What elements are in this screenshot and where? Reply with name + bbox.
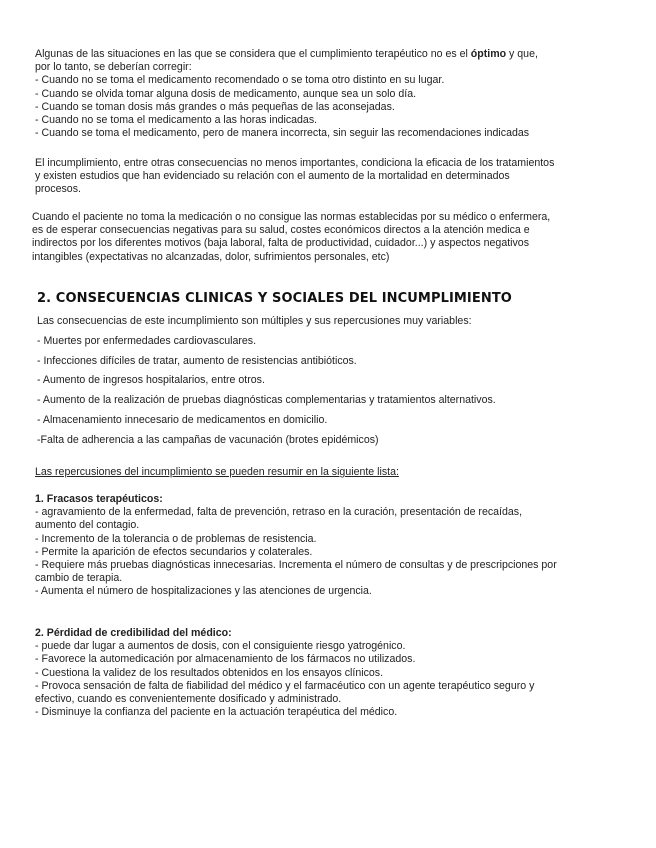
subsection-title	[35, 493, 625, 506]
paragraph-line: Cuando el paciente no toma la medicación o no consigue las normas establecidas por su médico o enfermera,	[32, 211, 551, 223]
list-item: - Aumento de ingresos hospitalarios, entre otros.	[37, 374, 265, 387]
intro-line: por lo tanto, se deberían corregir:	[35, 61, 192, 74]
intro-paragraph	[35, 48, 625, 140]
list-item: - puede dar lugar a aumentos de dosis, con el consiguiente riesgo yatrogénico.	[35, 640, 406, 653]
list-item: - Cuestiona la validez de los resultados obtenidos en los ensayos clínicos.	[35, 666, 384, 679]
list-item: - Muertes por enfermedades cardiovasculares.	[37, 334, 257, 347]
list-item: - Aumento de la realización de pruebas diagnósticas complementarias y tratamientos alternativos.	[37, 394, 496, 407]
list-item: - Cuando no se toma el medicamento a las horas indicadas.	[35, 114, 318, 127]
list-item: - Infecciones difíciles de tratar, aumento de resistencias antibióticos.	[37, 354, 357, 367]
list-item: - agravamiento de la enfermedad, falta de prevención, retraso en la curación, presentación de recaídas,	[35, 506, 523, 519]
list-item: - Cuando se olvida tomar alguna dosis de medicamento, aunque sea un solo día.	[35, 87, 417, 100]
paragraph-line: procesos.	[35, 183, 81, 196]
intro-text: y que,	[506, 48, 538, 60]
list-item: - Almacenamiento innecesario de medicamentos en domicilio.	[37, 413, 328, 426]
list-item: - Cuando se toman dosis más grandes o más pequeñas de las aconsejadas.	[35, 100, 395, 113]
list-item: - Favorece la automedicación por almacenamiento de los fármacos no utilizados.	[35, 653, 416, 666]
resumen-heading: Las repercusiones del incumplimiento se pueden resumir en la siguiente lista:	[35, 466, 399, 478]
list-item: cambio de terapia.	[35, 572, 123, 585]
consecuencias-list	[37, 312, 627, 451]
list-item: - Aumenta el número de hospitalizaciones y las atenciones de urgencia.	[35, 585, 372, 598]
paragraph-line: y existen estudios que han evidenciado su relación con el aumento de la mortalidad en determinados	[35, 170, 510, 183]
list-intro: Las consecuencias de este incumplimiento son múltiples y sus repercusiones muy variables:	[37, 315, 472, 327]
section-heading: 2. CONSECUENCIAS CLINICAS Y SOCIALES DEL INCUMPLIMIENTO	[37, 291, 512, 306]
subsection-title-text: 1. Fracasos terapéuticos:	[35, 493, 163, 505]
list-item: - Cuando se toma el medicamento, pero de manera incorrecta, sin seguir las recomendaciones indicadas	[35, 127, 530, 140]
list-item: - Permite la aparición de efectos secundarios y colaterales.	[35, 545, 313, 558]
paragraph-line: intangibles (expectativas no alcanzadas, dolor, sufrimientos personales, etc)	[32, 250, 390, 263]
paciente-paragraph	[32, 211, 627, 264]
paragraph-line: es de esperar consecuencias negativas para su salud, costes económicos directos a la atención medica e	[32, 224, 530, 237]
list-item: - Incremento de la tolerancia o de problemas de resistencia.	[35, 532, 317, 545]
intro-bold-word: óptimo	[470, 48, 507, 60]
subsection-title-text: 2. Pérdidad de credibilidad del médico:	[35, 627, 232, 639]
intro-text: Algunas de las situaciones en las que se considera que el cumplimiento terapéutico no es el	[35, 48, 471, 60]
list-item: -Falta de adherencia a las campañas de vacunación (brotes epidémicos)	[37, 433, 379, 446]
list-item: aumento del contagio.	[35, 519, 140, 532]
fracasos-section	[35, 493, 625, 599]
list-item: - Requiere más pruebas diagnósticas innecesarias. Incrementa el número de consultas y de prescripciones por	[35, 559, 557, 572]
intro-line	[35, 48, 625, 61]
paragraph-line: El incumplimiento, entre otras consecuencias no menos importantes, condiciona la eficacia de los tratamientos	[35, 157, 555, 169]
incumplimiento-paragraph	[35, 157, 625, 197]
list-item: - Provoca sensación de falta de fiabilidad del médico y el farmacéutico con un agente terapéutico seguro y	[35, 679, 535, 692]
list-item: efectivo, cuando es convenientemente dosificado y administrado.	[35, 693, 342, 706]
subsection-title	[35, 627, 625, 640]
paragraph-line: indirectos por los diferentes motivos (baja laboral, falta de productividad, cuidador...) y aspectos negativos	[32, 237, 530, 250]
list-item: - Cuando no se toma el medicamento recomendado o se toma otro distinto en su lugar.	[35, 74, 445, 87]
credibilidad-section	[35, 627, 625, 719]
list-item: - Disminuye la confianza del paciente en la actuación terapéutica del médico.	[35, 706, 398, 719]
